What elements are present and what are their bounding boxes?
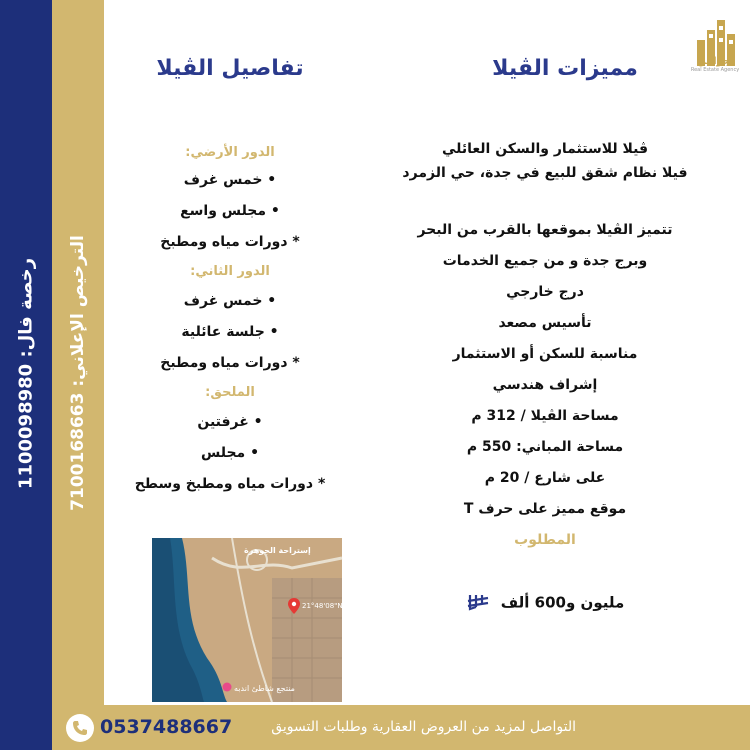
detail-item: • خمس غرف <box>183 293 277 309</box>
detail-item: * دورات مياه ومطبخ <box>160 355 300 371</box>
phone-number[interactable]: 0537488667 <box>100 716 233 738</box>
feature-line: ڤيلا للاستثمار والسكن العائلي <box>441 141 648 157</box>
location-pin-icon <box>288 598 300 614</box>
required-label: المطلوب <box>514 532 576 548</box>
feature-line: وبرج جدة و من جميع الخدمات <box>442 253 648 269</box>
fal-license: رخصة فال: 1100098980 <box>15 257 37 490</box>
map-label-bottom: منتجع شاطئ اندبه <box>234 684 295 693</box>
map-coords: 21°48'08"N 39°... <box>302 602 364 610</box>
feature-spacer <box>390 185 700 215</box>
detail-item: • جلسة عائلية <box>181 324 279 340</box>
detail-item: * دورات مياه ومطبخ <box>160 234 300 250</box>
detail-item: • مجلس واسع <box>180 203 280 219</box>
details-list <box>130 141 330 500</box>
poi-pin-icon <box>222 682 232 692</box>
feature-line: تتميز الڤيلا بموقعها بالقرب من البحر <box>417 222 673 238</box>
feature-line: مساحة المباني: 550 م <box>466 439 624 455</box>
map-label-top: إستراحة الجوهرة <box>244 546 311 555</box>
feature-line: مناسبة للسكن أو الاستثمار <box>452 346 638 362</box>
detail-item: • خمس غرف <box>183 172 277 188</box>
ad-license: الترخيص الإعلاني: 7100168663 <box>68 235 88 511</box>
detail-item: * دورات مياه ومطبخ وسطح <box>134 476 326 492</box>
location-map[interactable] <box>152 538 364 702</box>
map-graphic <box>152 538 342 702</box>
price-row <box>390 592 700 613</box>
ground-floor-label: الدور الأرضي: <box>185 145 275 160</box>
brand-tagline: Real Estate Agency <box>690 67 740 73</box>
contact-text: التواصل لمزيد من العروض العقارية وطلبات التسويق <box>271 719 576 735</box>
feature-line: درج خارجي <box>506 284 584 300</box>
feature-line: فيلا نظام شقق للبيع في جدة، حي الزمرد <box>402 165 688 181</box>
feature-line: موقع مميز على حرف T <box>463 501 627 517</box>
feature-line: تأسيس مصعد <box>498 315 592 331</box>
detail-item: • غرفتين <box>197 414 263 430</box>
second-floor-label: الدور الثاني: <box>190 264 270 279</box>
details-title: تفاصيل الڤيلا <box>156 56 304 81</box>
riyal-icon <box>466 593 490 613</box>
feature-line: على شارع / 20 م <box>484 470 606 486</box>
price-value: مليون و600 ألف <box>500 593 625 612</box>
phone-icon[interactable] <box>66 714 94 742</box>
detail-item: • مجلس <box>200 445 260 461</box>
features-list <box>390 137 700 556</box>
feature-line: مساحة الڤيلا / 312 م <box>471 408 619 424</box>
feature-line: إشراف هندسي <box>492 377 598 393</box>
brand-name: جواهر <box>699 56 731 67</box>
annex-label: الملحق: <box>205 385 255 400</box>
features-title: مميزات الڤيلا <box>492 56 638 81</box>
